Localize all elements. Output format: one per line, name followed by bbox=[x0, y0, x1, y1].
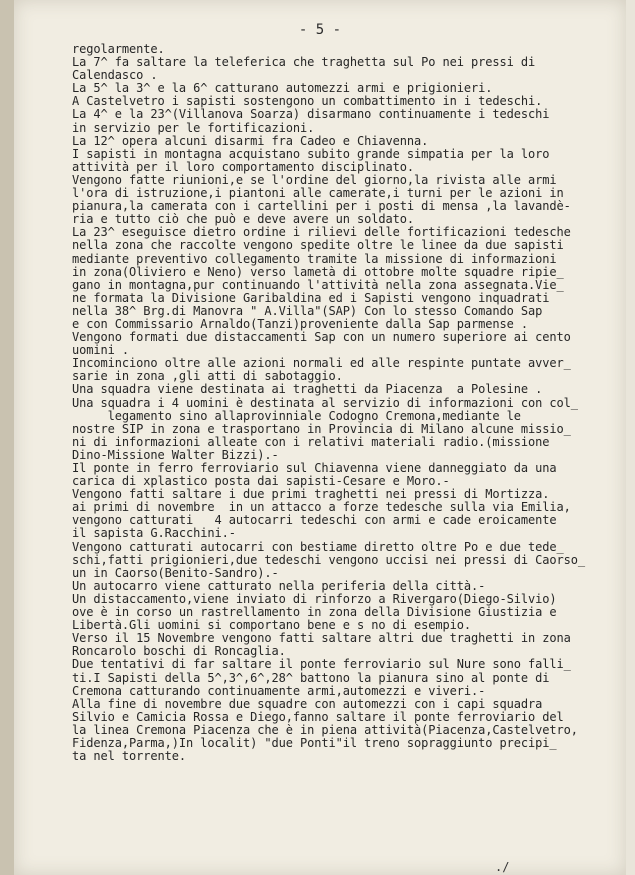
text-line: regolarmente. bbox=[72, 43, 165, 56]
text-line: attività per il loro comportamento disciplinato. bbox=[72, 160, 414, 174]
text-line: A Castelvetro i sapisti sostengono un combattimento in i tedeschi. bbox=[72, 95, 543, 109]
text-line: in servizio per le fortificazioni. bbox=[72, 121, 315, 135]
text-line: pianura,la camerata con i cartellini per i posti di mensa ,la lavandè- bbox=[72, 200, 571, 214]
text-line: Dino-Missione Walter Bizzi).- bbox=[72, 448, 279, 462]
page-number: - 5 - bbox=[298, 22, 342, 38]
text-line: Vengono catturati autocarri con bestiame diretto oltre Po e due tede_ bbox=[72, 540, 564, 554]
text-line: La 23^ eseguisce dietro ordine i rilievi delle fortificazioni tedesche bbox=[72, 226, 571, 240]
text-line: gano in montagna,pur continuando l'attività nella zona assegnata.Vie_ bbox=[72, 278, 564, 292]
text-line: Verso il 15 Novembre vengono fatti saltare altri due traghetti in zona bbox=[72, 632, 571, 646]
text-line: in zona(Oliviero e Neno) verso lametà di ottobre molte squadre ripie_ bbox=[72, 265, 564, 279]
text-line: Calendasco . bbox=[72, 69, 158, 83]
text-line: sarie in zona ,gli atti di sabotaggio. bbox=[72, 370, 343, 384]
text-line: Vengono fatte riunioni,e se l'ordine del giorno,la rivista alle armi bbox=[72, 173, 557, 187]
text-line: Incominciono oltre alle azioni normali ed alle respinte puntate avver_ bbox=[72, 357, 571, 371]
text-line: Vengono formati due distaccamenti Sap con un numero superiore ai cento bbox=[72, 331, 571, 345]
text-line: vengono catturati 4 autocarri tedeschi con armi e cade eroicamente bbox=[72, 514, 557, 528]
text-line: nella 38^ Brg.di Manovra " A.Villa"(SAP) Con lo stesso Comando Sap bbox=[72, 304, 543, 318]
text-line: il sapista G.Racchini.- bbox=[72, 527, 236, 541]
typewritten-page bbox=[14, 0, 626, 875]
continuation-mark: ./ bbox=[495, 860, 510, 874]
text-line: Fidenza,Parma,)In localit) "due Ponti"il treno sopraggiunto precipi_ bbox=[72, 736, 557, 750]
text-line: nostre SIP in zona e trasportano in Provincia di Milano alcune missio_ bbox=[72, 422, 571, 436]
text-line: la linea Cremona Piacenza che è in piena attività(Piacenza,Castelvetro, bbox=[72, 723, 578, 737]
text-line: Alla fine di novembre due squadre con automezzi con i capi squadra bbox=[72, 697, 543, 711]
text-line: Due tentativi di far saltare il ponte ferroviario sul Nure sono falli_ bbox=[72, 658, 571, 672]
text-line: La 7^ fa saltare la teleferica che traghetta sul Po nei pressi di bbox=[72, 56, 536, 70]
text-line: Roncarolo boschi di Roncaglia. bbox=[72, 645, 286, 659]
text-line: ti.I Sapisti della 5^,3^,6^,28^ battono la pianura sino al ponte di bbox=[72, 671, 550, 685]
text-line: schi,fatti prigionieri,due tedeschi vengono uccisi nei pressi di Caorso_ bbox=[72, 553, 585, 567]
typewritten-body bbox=[72, 43, 620, 763]
text-line: ni di informazioni alleate con i relativi materiali radio.(missione bbox=[72, 435, 550, 449]
text-line: Il ponte in ferro ferroviario sul Chiavenna viene danneggiato da una bbox=[72, 462, 557, 475]
text-line: l'ora di istruzione,i piantoni alle camerate,i turni per le azioni in bbox=[72, 187, 564, 201]
text-line: carica di xplastico posta dai sapisti-Cesare e Moro.- bbox=[72, 475, 450, 489]
text-line: Una squadra viene destinata ai traghetti da Piacenza a Polesine . bbox=[72, 383, 543, 397]
text-line: uomini . bbox=[72, 344, 129, 358]
text-line: ove è in corso un rastrellamento in zona della Divisione Giustizia e bbox=[72, 606, 557, 620]
text-line: legamento sino allaprovinniale Codogno Cremona,mediante le bbox=[72, 409, 521, 423]
text-line: ai primi di novembre in un attacco a forze tedesche sulla via Emilia, bbox=[72, 501, 571, 515]
text-line: ta nel torrente. bbox=[72, 750, 186, 764]
text-line: I sapisti in montagna acquistano subito grande simpatia per la loro bbox=[72, 147, 550, 161]
text-line: mediante preventivo collegamento tramite la missione di informazioni bbox=[72, 252, 557, 266]
text-line: ne formata la Divisione Garibaldina ed i Sapisti vengono inquadrati bbox=[72, 291, 550, 305]
text-line: ria e tutto ciò che può e deve avere un soldato. bbox=[72, 213, 414, 227]
text-line: nella zona che raccolte vengono spedite oltre le linee da due sapisti bbox=[72, 239, 564, 253]
text-line: La 4^ e la 23^(Villanova Soarza) disarmano continuamente i tedeschi bbox=[72, 108, 550, 122]
text-line: Una squadra i 4 uomini è destinata al servizio di informazioni con col_ bbox=[72, 396, 578, 410]
text-line: Un autocarro viene catturato nella periferia della città.- bbox=[72, 579, 486, 593]
text-line: Vengono fatti saltare i due primi traghetti nei pressi di Mortizza. bbox=[72, 488, 550, 502]
text-line: un in Caorso(Benito-Sandro).- bbox=[72, 566, 279, 580]
text-line: Silvio e Camicia Rossa e Diego,fanno saltare il ponte ferroviario del bbox=[72, 710, 564, 724]
text-line: Cremona catturando continuamente armi,automezzi e viveri.- bbox=[72, 684, 486, 698]
text-line: La 5^ la 3^ e la 6^ catturano automezzi armi e prigionieri. bbox=[72, 82, 493, 96]
text-line: La 12^ opera alcuni disarmi fra Cadeo e Chiavenna. bbox=[72, 134, 429, 148]
text-line: Un distaccamento,viene inviato di rinforzo a Rivergaro(Diego-Silvio) bbox=[72, 592, 557, 606]
text-line: Libertà.Gli uomini si comportano bene e s no di esempio. bbox=[72, 619, 471, 633]
page-edge bbox=[626, 0, 635, 875]
text-line: e con Commissario Arnaldo(Tanzi)proveniente dalla Sap parmense . bbox=[72, 317, 528, 331]
